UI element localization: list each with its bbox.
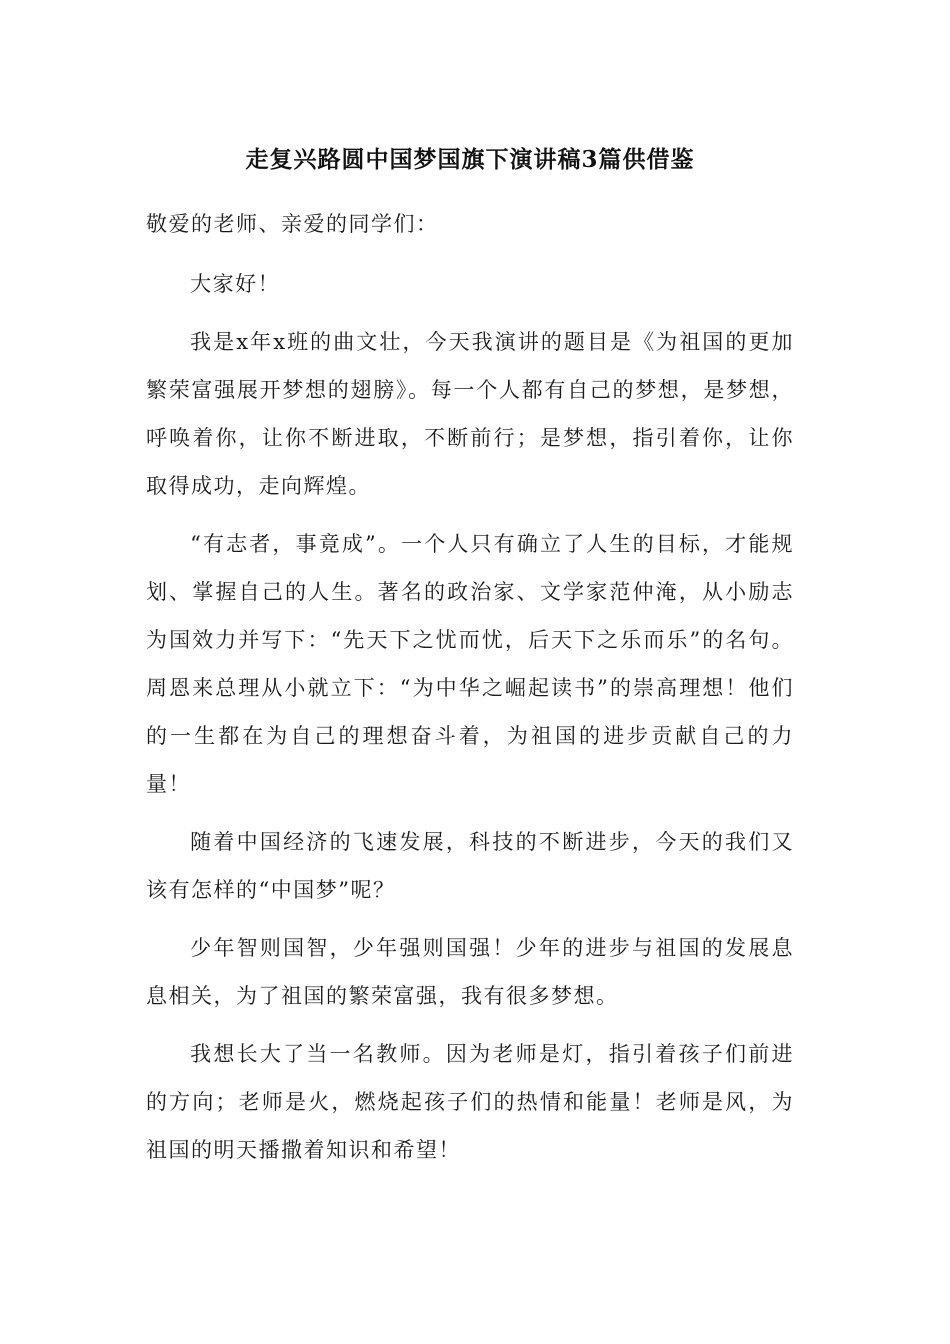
document-body [146, 138, 794, 1184]
paragraph-teacher-dream: 我想长大了当一名教师。因为老师是灯，指引着孩子们前进的方向；老师是火，燃烧起孩子们的热情和能量！老师是风，为祖国的明天播撒着知识和希望！ [146, 1042, 794, 1162]
paragraph-china-dream: 随着中国经济的飞速发展，科技的不断进步，今天的我们又该有怎样的“中国梦”呢？ [146, 830, 794, 902]
paragraph-youth: 少年智则国智，少年强则国强！少年的进步与祖国的发展息息相关，为了祖国的繁荣富强，我有很多梦想。 [146, 936, 794, 1008]
paragraph-introduction: 我是x年x班的曲文壮，今天我演讲的题目是《为祖国的更加繁荣富强展开梦想的翅膀》。每一个人都有自己的梦想，是梦想，呼唤着你，让你不断进取，不断前行；是梦想，指引着你，让你取得成功，走向辉煌。 [146, 330, 794, 498]
document-title: 走复兴路圆中国梦国旗下演讲稿3篇供借鉴 [245, 146, 695, 173]
paragraph-aspiration: “有志者，事竟成”。一个人只有确立了人生的目标，才能规划、掌握自己的人生。著名的政治家、文学家范仲淹，从小励志为国效力并写下：“先天下之忧而忧，后天下之乐而乐”的名句。周恩来总理从小就立下：“为中华之崛起读书”的崇高理想！他们的一生都在为自己的理想奋斗着，为祖国的进步贡献自己的力量！ [146, 532, 794, 796]
paragraph-greeting: 大家好！ [190, 272, 281, 296]
salutation: 敬爱的老师、亲爱的同学们： [146, 212, 439, 236]
